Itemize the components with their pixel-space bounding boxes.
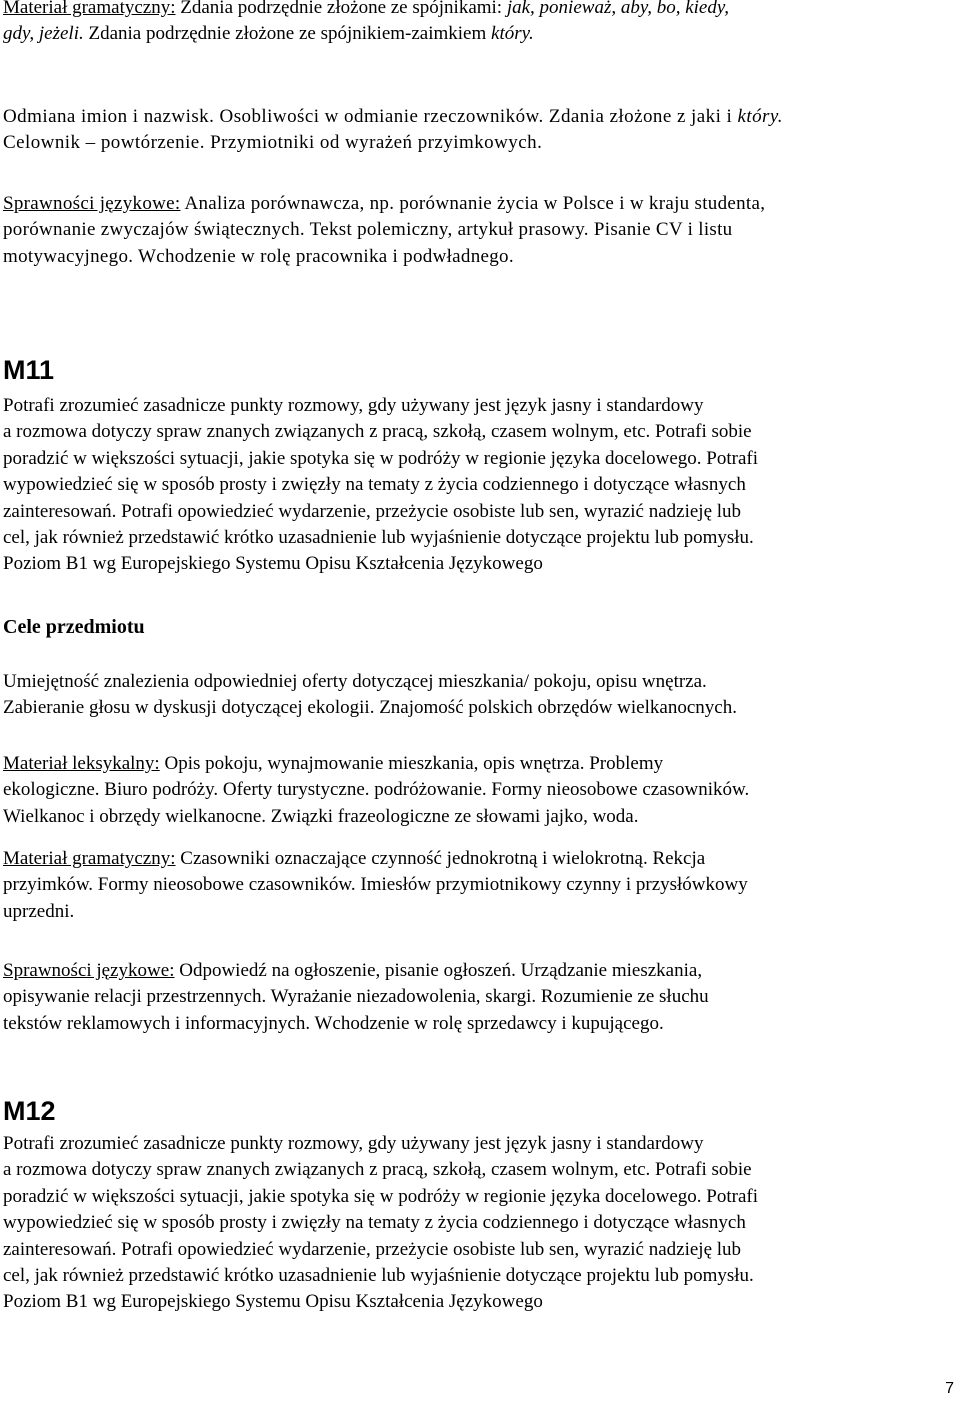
m11-description bbox=[3, 393, 958, 578]
top-grammar-text-1: Zdania podrzędnie złożone ze spójnikami: bbox=[175, 0, 507, 18]
top-topics-line-2: Celownik – powtórzenie. Przymiotniki od wyrażeń przyimkowych. bbox=[3, 132, 543, 154]
m11-grammar-line-2: przyimków. Formy nieosobowe czasowników. Imiesłów przymiotnikowy czynny i przysłówkowy bbox=[3, 874, 748, 896]
m11-lexical-paragraph bbox=[3, 751, 958, 830]
m12-line: wypowiedzieć się w sposób prosty i zwięzły na tematy z życia codziennego i dotyczące własnych bbox=[3, 1212, 746, 1234]
m12-line: poradzić w większości sytuacji, jakie spotyka się w podróży w regionie języka docelowego. Potrafi bbox=[3, 1185, 759, 1207]
m12-description bbox=[3, 1131, 958, 1316]
m12-line: cel, jak również przedstawić krótko uzasadnienie lub wyjaśnienie dotyczące projektu lub pomysłu. bbox=[3, 1265, 754, 1287]
top-skills-text-1: Analiza porównawcza, np. porównanie życia w Polsce i w kraju studenta, bbox=[180, 193, 766, 214]
m11-heading: M11 bbox=[3, 355, 55, 385]
m11-grammar-line-3: uprzedni. bbox=[3, 900, 75, 922]
m11-skills-text-1: Odpowiedź na ogłoszenie, pisanie ogłoszeń. Urządzanie mieszkania, bbox=[174, 960, 703, 981]
m11-lexical-label: Materiał leksykalny: bbox=[3, 753, 160, 774]
top-grammar-conjunctions: jak, ponieważ, aby, bo, kiedy, bbox=[506, 0, 729, 18]
m11-skills-line-3: tekstów reklamowych i informacyjnych. Wchodzenie w rolę sprzedawcy i kupującego. bbox=[3, 1012, 664, 1034]
m11-grammar-text-1: Czasowniki oznaczające czynność jednokrotną i wielokrotną. Rekcja bbox=[175, 848, 706, 869]
m11-skills-paragraph bbox=[3, 958, 958, 1037]
goals-heading: Cele przedmiotu bbox=[3, 616, 145, 638]
top-grammar-line-1 bbox=[3, 0, 953, 21]
m11-skills-line-1 bbox=[3, 958, 958, 984]
top-grammar-pronoun: który. bbox=[491, 23, 534, 45]
top-grammar-paragraph bbox=[3, 0, 953, 48]
m11-skills-label: Sprawności językowe: bbox=[3, 960, 175, 981]
top-skills-paragraph bbox=[3, 191, 953, 270]
goals-line: Zabieranie głosu w dyskusji dotyczącej ekologii. Znajomość polskich obrzędów wielkanocnych. bbox=[3, 697, 737, 719]
top-skills-label: Sprawności językowe: bbox=[3, 193, 181, 214]
m11-line: Potrafi zrozumieć zasadnicze punkty rozmowy, gdy używany jest język jasny i standardowy bbox=[3, 395, 704, 416]
m11-lexical-text-1: Opis pokoju, wynajmowanie mieszkania, opis wnętrza. Problemy bbox=[159, 753, 664, 774]
top-skills-line-1 bbox=[3, 191, 953, 217]
top-skills-line-2: porównanie zwyczajów świątecznych. Tekst polemiczny, artykuł prasowy. Pisanie CV i listu bbox=[3, 219, 733, 241]
m11-lexical-line-3: Wielkanoc i obrzędy wielkanocne. Związki frazeologiczne ze słowami jajko, woda. bbox=[3, 805, 639, 827]
m12-line: a rozmowa dotyczy spraw znanych związanych z pracą, szkołą, czasem wolnym, etc. Potrafi sobie bbox=[3, 1159, 752, 1181]
m11-line: poradzić w większości sytuacji, jakie spotyka się w podróży w regionie języka docelowego. Potrafi bbox=[3, 447, 759, 469]
goals-paragraph bbox=[3, 669, 958, 722]
m11-line: Poziom B1 wg Europejskiego Systemu Opisu Kształcenia Językowego bbox=[3, 553, 543, 575]
top-topics-line-1 bbox=[3, 104, 953, 130]
m11-grammar-paragraph bbox=[3, 846, 958, 925]
top-grammar-line-2 bbox=[3, 21, 953, 47]
m12-line: Poziom B1 wg Europejskiego Systemu Opisu Kształcenia Językowego bbox=[3, 1291, 543, 1313]
m12-heading: M12 bbox=[3, 1096, 56, 1126]
top-grammar-text-2: Zdania podrzędnie złożone ze spójnikiem-zaimkiem bbox=[83, 23, 492, 45]
m11-line: zainteresowań. Potrafi opowiedzieć wydarzenie, przeżycie osobiste lub sen, wyrazić nadzieję lub bbox=[3, 500, 742, 522]
m11-grammar-line-1 bbox=[3, 846, 958, 872]
top-topics-paragraph bbox=[3, 104, 953, 157]
top-skills-line-3: motywacyjnego. Wchodzenie w rolę pracownika i podwładnego. bbox=[3, 245, 514, 267]
top-grammar-conjunctions-2: gdy, jeżeli. bbox=[3, 23, 84, 45]
top-topics-italic: który. bbox=[737, 106, 783, 127]
m12-line: zainteresowań. Potrafi opowiedzieć wydarzenie, przeżycie osobiste lub sen, wyrazić nadzieję lub bbox=[3, 1238, 742, 1260]
page-number: 7 bbox=[945, 1380, 954, 1397]
m11-line: a rozmowa dotyczy spraw znanych związanych z pracą, szkołą, czasem wolnym, etc. Potrafi sobie bbox=[3, 421, 752, 443]
top-topics-text-1: Odmiana imion i nazwisk. Osobliwości w odmianie rzeczowników. Zdania złożone z jaki i bbox=[3, 106, 738, 127]
top-grammar-label: Materiał gramatyczny: bbox=[3, 0, 176, 18]
m12-line: Potrafi zrozumieć zasadnicze punkty rozmowy, gdy używany jest język jasny i standardowy bbox=[3, 1133, 704, 1154]
m11-grammar-label: Materiał gramatyczny: bbox=[3, 848, 176, 869]
m11-lexical-line-1 bbox=[3, 751, 958, 777]
m11-line: cel, jak również przedstawić krótko uzasadnienie lub wyjaśnienie dotyczące projektu lub pomysłu. bbox=[3, 527, 754, 549]
m11-line: wypowiedzieć się w sposób prosty i zwięzły na tematy z życia codziennego i dotyczące własnych bbox=[3, 474, 746, 496]
goals-line: Umiejętność znalezienia odpowiedniej oferty dotyczącej mieszkania/ pokoju, opisu wnętrza. bbox=[3, 671, 707, 692]
m11-lexical-line-2: ekologiczne. Biuro podróży. Oferty turystyczne. podróżowanie. Formy nieosobowe czasowników. bbox=[3, 779, 750, 801]
m11-skills-line-2: opisywanie relacji przestrzennych. Wyrażanie niezadowolenia, skargi. Rozumienie ze słuchu bbox=[3, 986, 709, 1008]
